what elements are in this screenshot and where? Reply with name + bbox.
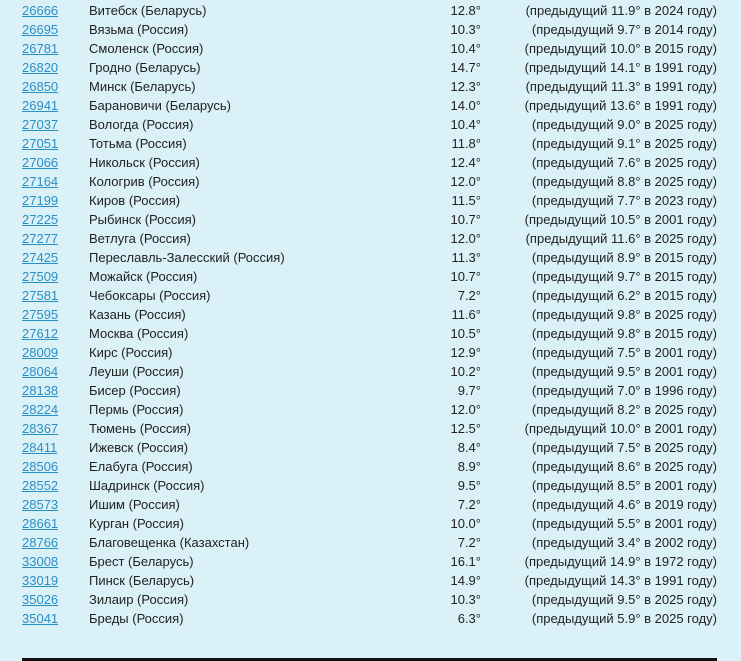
table-row [0, 191, 741, 210]
station-name: Москва (Россия) [89, 326, 189, 341]
temperature-value: 16.1° [450, 554, 481, 569]
previous-record: (предыдущий 8.5° в 2001 году) [531, 478, 717, 493]
temperature-value: 12.8° [450, 3, 481, 18]
station-code-link[interactable]: 28064 [22, 364, 59, 379]
table-row [0, 286, 741, 305]
station-code-link[interactable]: 26695 [22, 22, 59, 37]
table-row [0, 267, 741, 286]
temperature-value: 12.0° [450, 231, 481, 246]
table-row [0, 514, 741, 533]
table-row [0, 305, 741, 324]
station-name: Минск (Беларусь) [89, 79, 196, 94]
station-code-link[interactable]: 27066 [22, 155, 59, 170]
temperature-value: 10.4° [450, 117, 481, 132]
temperature-value: 10.0° [450, 516, 481, 531]
temperature-value: 11.5° [451, 193, 481, 208]
table-row [0, 343, 741, 362]
previous-record: (предыдущий 5.9° в 2025 году) [531, 611, 717, 626]
previous-record: (предыдущий 4.6° в 2019 году) [531, 497, 717, 512]
temperature-value: 11.3° [451, 250, 481, 265]
station-name: Кирс (Россия) [89, 345, 173, 360]
temperature-value: 7.2° [457, 288, 481, 303]
station-name: Кологрив (Россия) [89, 174, 200, 189]
table-row [0, 400, 741, 419]
previous-record: (предыдущий 6.2° в 2015 году) [531, 288, 717, 303]
table-row [0, 381, 741, 400]
table-row [0, 20, 741, 39]
table-row [0, 210, 741, 229]
station-name: Барановичи (Беларусь) [89, 98, 231, 113]
station-name: Витебск (Беларусь) [89, 3, 207, 18]
previous-record: (предыдущий 11.6° в 2025 году) [525, 231, 717, 246]
station-name: Бреды (Россия) [89, 611, 184, 626]
station-code-link[interactable]: 28367 [22, 421, 59, 436]
station-code-link[interactable]: 27581 [22, 288, 59, 303]
station-code-link[interactable]: 26781 [22, 41, 59, 56]
station-name: Чебоксары (Россия) [89, 288, 211, 303]
previous-record: (предыдущий 7.0° в 1996 году) [531, 383, 717, 398]
table-row [0, 495, 741, 514]
table-row [0, 58, 741, 77]
table-row [0, 571, 741, 590]
temperature-value: 9.5° [457, 478, 481, 493]
temperature-value: 10.5° [450, 326, 481, 341]
previous-record: (предыдущий 11.3° в 1991 году) [525, 79, 717, 94]
temperature-value: 14.9° [450, 573, 481, 588]
temperature-value: 10.7° [450, 269, 481, 284]
station-name: Благовещенка (Казахстан) [89, 535, 250, 550]
table-row [0, 39, 741, 58]
previous-record: (предыдущий 7.6° в 2025 году) [531, 155, 717, 170]
previous-record: (предыдущий 8.2° в 2025 году) [531, 402, 717, 417]
table-row [0, 552, 741, 571]
previous-record: (предыдущий 9.8° в 2015 году) [531, 326, 717, 341]
station-code-link[interactable]: 27225 [22, 212, 59, 227]
previous-record: (предыдущий 7.5° в 2001 году) [531, 345, 717, 360]
temperature-value: 7.2° [457, 535, 481, 550]
temperature-value: 10.7° [450, 212, 481, 227]
station-name: Зилаир (Россия) [89, 592, 189, 607]
previous-record: (предыдущий 11.9° в 2024 году) [525, 3, 717, 18]
table-row [0, 229, 741, 248]
table-row [0, 153, 741, 172]
station-name: Ижевск (Россия) [89, 440, 189, 455]
station-code-link[interactable]: 28573 [22, 497, 59, 512]
table-row [0, 419, 741, 438]
previous-record: (предыдущий 5.5° в 2001 году) [531, 516, 717, 531]
temperature-value: 12.4° [450, 155, 481, 170]
station-code-link[interactable]: 28552 [22, 478, 59, 493]
temperature-value: 6.3° [457, 611, 481, 626]
temperature-value: 14.7° [450, 60, 481, 75]
table-row [0, 324, 741, 343]
previous-record: (предыдущий 10.0° в 2015 году) [524, 41, 717, 56]
temperature-value: 11.8° [451, 136, 481, 151]
table-row [0, 248, 741, 267]
station-code-link[interactable]: 33019 [22, 573, 59, 588]
station-code-link[interactable]: 27051 [22, 136, 59, 151]
previous-record: (предыдущий 3.4° в 2002 году) [531, 535, 717, 550]
station-name: Брест (Беларусь) [89, 554, 194, 569]
station-name: Казань (Россия) [89, 307, 186, 322]
previous-record: (предыдущий 9.8° в 2025 году) [531, 307, 717, 322]
temperature-value: 14.0° [450, 98, 481, 113]
station-name: Переславль-Залесский (Россия) [89, 250, 285, 265]
table-row [0, 172, 741, 191]
station-name: Вологда (Россия) [89, 117, 194, 132]
previous-record: (предыдущий 10.5° в 2001 году) [524, 212, 717, 227]
temperature-value: 9.7° [457, 383, 481, 398]
previous-record: (предыдущий 14.9° в 1972 году) [524, 554, 717, 569]
station-code-link[interactable]: 33008 [22, 554, 59, 569]
station-code-link[interactable]: 28766 [22, 535, 59, 550]
temperature-value: 12.0° [450, 402, 481, 417]
temperature-value: 11.6° [451, 307, 481, 322]
station-name: Киров (Россия) [89, 193, 181, 208]
station-code-link[interactable]: 35041 [22, 611, 59, 626]
temperature-value: 7.2° [457, 497, 481, 512]
station-code-link[interactable]: 27425 [22, 250, 59, 265]
station-name: Бисер (Россия) [89, 383, 181, 398]
previous-record: (предыдущий 9.0° в 2025 году) [531, 117, 717, 132]
table-row [0, 134, 741, 153]
station-code-link[interactable]: 28224 [22, 402, 59, 417]
previous-record: (предыдущий 10.0° в 2001 году) [524, 421, 717, 436]
previous-record: (предыдущий 13.6° в 1991 году) [524, 98, 717, 113]
temperature-value: 10.3° [450, 592, 481, 607]
temperature-value: 10.2° [450, 364, 481, 379]
previous-record: (предыдущий 9.5° в 2025 году) [531, 592, 717, 607]
previous-record: (предыдущий 8.8° в 2025 году) [531, 174, 717, 189]
station-code-link[interactable]: 27509 [22, 269, 59, 284]
station-name: Никольск (Россия) [89, 155, 200, 170]
table-row [0, 609, 741, 628]
station-name: Смоленск (Россия) [89, 41, 204, 56]
temperature-value: 8.9° [457, 459, 481, 474]
records-list [0, 1, 741, 628]
station-name: Елабуга (Россия) [89, 459, 193, 474]
temperature-value: 12.3° [450, 79, 481, 94]
table-row [0, 96, 741, 115]
table-row [0, 590, 741, 609]
table-row [0, 457, 741, 476]
station-code-link[interactable]: 27037 [22, 117, 59, 132]
station-code-link[interactable]: 26850 [22, 79, 59, 94]
temperature-value: 12.0° [450, 174, 481, 189]
station-name: Тотьма (Россия) [89, 136, 187, 151]
previous-record: (предыдущий 8.9° в 2015 году) [531, 250, 717, 265]
temperature-value: 8.4° [457, 440, 481, 455]
station-name: Вязьма (Россия) [89, 22, 189, 37]
station-code-link[interactable]: 28411 [22, 440, 58, 455]
table-row [0, 1, 741, 20]
table-row [0, 77, 741, 96]
station-name: Пинск (Беларусь) [89, 573, 195, 588]
station-name: Ишим (Россия) [89, 497, 180, 512]
station-name: Пермь (Россия) [89, 402, 184, 417]
previous-record: (предыдущий 14.3° в 1991 году) [524, 573, 717, 588]
previous-record: (предыдущий 8.6° в 2025 году) [531, 459, 717, 474]
previous-record: (предыдущий 9.7° в 2015 году) [531, 269, 717, 284]
previous-record: (предыдущий 9.7° в 2014 году) [531, 22, 717, 37]
station-code-link[interactable]: 27164 [22, 174, 59, 189]
temperature-value: 12.5° [450, 421, 481, 436]
station-name: Тюмень (Россия) [89, 421, 191, 436]
station-code-link[interactable]: 27199 [22, 193, 59, 208]
station-name: Курган (Россия) [89, 516, 184, 531]
previous-record: (предыдущий 7.5° в 2025 году) [531, 440, 717, 455]
temperature-value: 10.4° [450, 41, 481, 56]
station-code-link[interactable]: 27277 [22, 231, 59, 246]
station-code-link[interactable]: 28506 [22, 459, 59, 474]
table-row [0, 362, 741, 381]
station-code-link[interactable]: 35026 [22, 592, 59, 607]
station-name: Можайск (Россия) [89, 269, 198, 284]
station-name: Шадринск (Россия) [89, 478, 205, 493]
previous-record: (предыдущий 9.1° в 2025 году) [531, 136, 717, 151]
table-row [0, 115, 741, 134]
previous-record: (предыдущий 14.1° в 1991 году) [524, 60, 717, 75]
previous-record: (предыдущий 9.5° в 2001 году) [531, 364, 717, 379]
station-code-link[interactable]: 28138 [22, 383, 59, 398]
station-code-link[interactable]: 27612 [22, 326, 59, 341]
station-name: Ветлуга (Россия) [89, 231, 191, 246]
station-code-link[interactable]: 26666 [22, 3, 59, 18]
station-code-link[interactable]: 26941 [22, 98, 59, 113]
station-code-link[interactable]: 28661 [22, 516, 59, 531]
station-code-link[interactable]: 26820 [22, 60, 59, 75]
table-row [0, 476, 741, 495]
previous-record: (предыдущий 7.7° в 2023 году) [531, 193, 717, 208]
station-code-link[interactable]: 28009 [22, 345, 59, 360]
station-name: Рыбинск (Россия) [89, 212, 196, 227]
temperature-value: 10.3° [450, 22, 481, 37]
temperature-value: 12.9° [450, 345, 481, 360]
station-name: Гродно (Беларусь) [89, 60, 201, 75]
station-name: Леуши (Россия) [89, 364, 184, 379]
table-row [0, 438, 741, 457]
station-code-link[interactable]: 27595 [22, 307, 59, 322]
table-row [0, 533, 741, 552]
